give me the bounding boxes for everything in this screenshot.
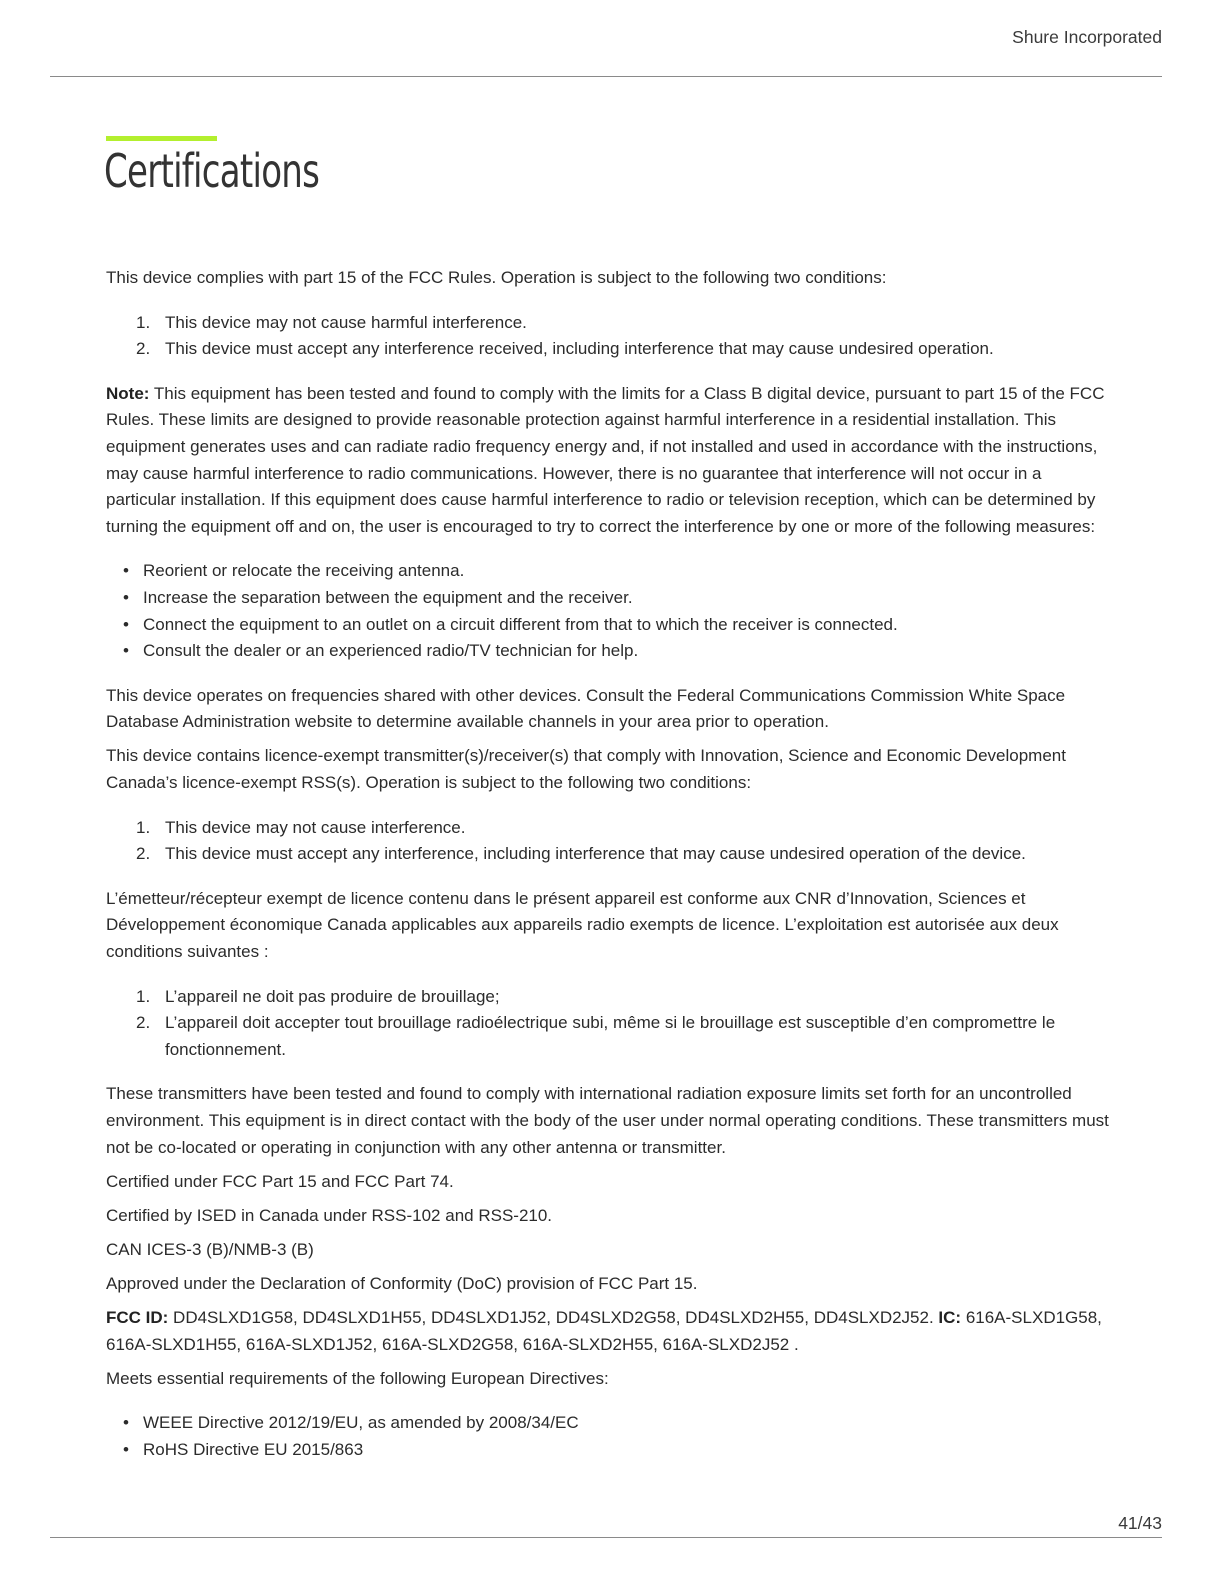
list-number: 2. [136, 339, 151, 359]
list-item-text: L’appareil ne doit pas produire de brouillage; [165, 986, 500, 1006]
list-item-text: This device must accept any interference, including interference that may cause undesired operation of the device. [165, 844, 1026, 864]
radiation-paragraph: These transmitters have been tested and found to comply with international radiation exposure limits set forth for an uncontrolled environment. This equipment is in direct contact with the body of the user under normal operating conditions. These transmitters must not be co-located or operating in conjunction with any other antenna or transmitter. [106, 1084, 1109, 1157]
list-item-text: Consult the dealer or an experienced radio/TV technician for help. [143, 641, 639, 661]
fcc-ic-ids-paragraph [106, 1305, 1114, 1358]
list-item [106, 1410, 1114, 1437]
bullet-icon: • [123, 587, 129, 607]
list-item-text: Connect the equipment to an outlet on a circuit different from that to which the receiver is connected. [143, 614, 898, 634]
french-conditions-list [106, 984, 1114, 1064]
eu-intro-paragraph: Meets essential requirements of the following European Directives: [106, 1368, 609, 1388]
french-intro-paragraph: L’émetteur/récepteur exempt de licence contenu dans le présent appareil est conforme aux CNR d’Innovation, Sciences et Développement économique Canada applicables aux appareils radio exempts de licence. L’exploitation est autorisée aux deux conditions suivantes : [106, 888, 1059, 961]
fcc-id-label: FCC ID: [106, 1308, 169, 1327]
fcc-certified-line: Certified under FCC Part 15 and FCC Part 74. [106, 1171, 454, 1191]
ices-line: CAN ICES-3 (B)/NMB-3 (B) [106, 1239, 314, 1259]
list-number: 1. [136, 817, 151, 837]
list-item-text: RoHS Directive EU 2015/863 [143, 1439, 364, 1459]
list-item [106, 815, 1114, 842]
fcc-intro-paragraph: This device complies with part 15 of the FCC Rules. Operation is subject to the following two conditions: [106, 268, 887, 287]
list-item-text: This device must accept any interference received, including interference that may cause undesired operation. [165, 339, 994, 359]
ised-conditions-list [106, 815, 1114, 868]
note-text: This equipment has been tested and found to comply with the limits for a Class B digital device, pursuant to part 15 of the FCC Rules. These limits are designed to provide reasonable protection against harmful interference in a residential installation. This equipment generates uses and can radiate radio frequency energy and, if not installed and used in accordance with the instructions, may cause harmful interference to radio communications. However, there is no guarantee that interference will not occur in a particular installation. If this equipment does cause harmful interference to radio or television reception, which can be determined by turning the equipment off and on, the user is encouraged to try to correct the interference by one or more of the following measures: [106, 383, 1105, 536]
interference-measures-list [106, 558, 1114, 664]
ic-values: 616A-SLXD1G58, 616A-SLXD1H55, 616A-SLXD1J52, 616A-SLXD2G58, 616A-SLXD2H55, 616A-SLXD2J52 . [106, 1308, 1102, 1354]
list-number: 2. [136, 1013, 151, 1033]
list-number: 1. [136, 312, 151, 332]
title-accent-bar [106, 136, 217, 141]
ised-intro-paragraph: This device contains licence-exempt transmitter(s)/receiver(s) that comply with Innovation, Science and Economic Development Canada’s licence-exempt RSS(s). Operation is subject to the following two conditions: [106, 746, 1066, 792]
bullet-icon: • [123, 641, 129, 661]
ised-certified-line: Certified by ISED in Canada under RSS-102 and RSS-210. [106, 1205, 553, 1225]
list-item-text: WEEE Directive 2012/19/EU, as amended by 2008/34/EC [143, 1413, 579, 1433]
list-item-text: Increase the separation between the equipment and the receiver. [143, 587, 633, 607]
list-number: 1. [136, 986, 151, 1006]
list-item [106, 1010, 1114, 1063]
ic-label: IC: [938, 1308, 962, 1327]
bullet-icon: • [123, 561, 129, 581]
bullet-icon: • [123, 1413, 129, 1433]
list-number: 2. [136, 844, 151, 864]
list-item [106, 558, 1114, 585]
bullet-icon: • [123, 614, 129, 634]
list-item-text: Reorient or relocate the receiving antenna. [143, 561, 465, 581]
note-label: Note: [106, 383, 150, 403]
footer-divider [50, 1537, 1162, 1538]
list-item-text: L’appareil doit accepter tout brouillage radioélectrique subi, même si le brouillage est susceptible d’en compromettre le fonctionnement. [165, 1013, 1056, 1059]
certifications-content [106, 265, 1114, 1481]
bullet-icon: • [123, 1439, 129, 1459]
page-number: 41/43 [1118, 1513, 1162, 1533]
list-item [106, 310, 1114, 337]
fcc-conditions-list [106, 310, 1114, 363]
note-paragraph [106, 381, 1114, 541]
list-item [106, 612, 1114, 639]
doc-line: Approved under the Declaration of Conformity (DoC) provision of FCC Part 15. [106, 1273, 698, 1293]
list-item [106, 841, 1114, 868]
list-item [106, 585, 1114, 612]
list-item-text: This device may not cause harmful interference. [165, 312, 527, 332]
page-title: Certifications [104, 144, 320, 198]
eu-directives-list [106, 1410, 1114, 1463]
fcc-id-values: DD4SLXD1G58, DD4SLXD1H55, DD4SLXD1J52, DD4SLXD2G58, DD4SLXD2H55, DD4SLXD2J52. [168, 1308, 939, 1327]
list-item [106, 638, 1114, 665]
list-item-text: This device may not cause interference. [165, 817, 466, 837]
list-item [106, 984, 1114, 1011]
list-item [106, 1437, 1114, 1464]
list-item [106, 336, 1114, 363]
header-company-name: Shure Incorporated [1012, 27, 1162, 47]
header-divider [50, 76, 1162, 77]
white-space-paragraph: This device operates on frequencies shared with other devices. Consult the Federal Communications Commission White Space Database Administration website to determine available channels in your area prior to operation. [106, 685, 1066, 732]
